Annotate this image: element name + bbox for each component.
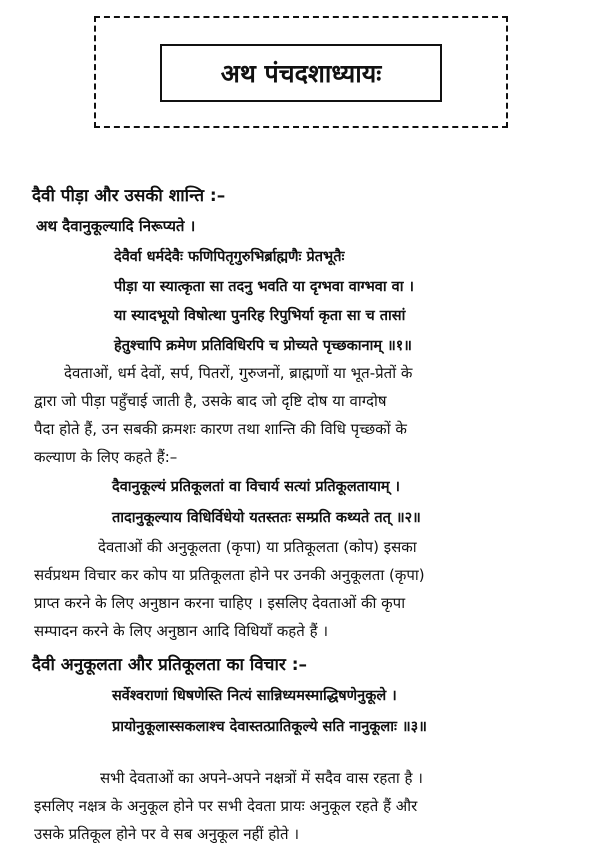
explanation-2-line-4: सम्पादन करने के लिए अनुष्ठान आदि विधियाँ कहते हैं ।	[34, 622, 328, 640]
explanation-1-line-1: देवताओं, धर्म देवों, सर्प, पितरों, गुरुजनों, ब्राह्मणों या भूत-प्रेतों के	[64, 364, 413, 382]
chapter-title: अथ पंचदशाध्यायः	[220, 59, 382, 88]
explanation-3-line-1: सभी देवताओं का अपने-अपने नक्षत्रों में सदैव वास रहता है ।	[100, 769, 423, 787]
verse-1-line-3: या स्यादभूयो विषोत्था पुनरिह रिपुभिर्या कृता सा च तासां	[114, 308, 406, 324]
intro-line: अथ दैवानुकूल्यादि निरूप्यते ।	[36, 217, 196, 235]
explanation-2-line-1: देवताओं की अनुकूलता (कृपा) या प्रतिकूलता (कोप) इसका	[98, 538, 417, 556]
explanation-3-line-3: उसके प्रतिकूल होने पर वे सब अनुकूल नहीं होते ।	[34, 825, 300, 843]
verse-3-line-1: सर्वेश्वराणां धिषणेस्ति नित्यं सान्निध्यमस्माद्धिषणेनुकूले ।	[112, 688, 397, 704]
explanation-1-line-2: द्वारा जो पीड़ा पहुँचाई जाती है, उसके बाद जो दृष्टि दोष या वाग्दोष	[34, 392, 387, 410]
explanation-3-line-2: इसलिए नक्षत्र के अनुकूल होने पर सभी देवता प्रायः अनुकूल रहते हैं और	[34, 797, 418, 815]
title-inner-frame	[160, 44, 442, 102]
explanation-1-line-3: पैदा होते हैं, उन सबकी क्रमशः कारण तथा शान्ति की विधि पृच्छकों के	[34, 420, 407, 438]
explanation-1-line-4: कल्याण के लिए कहते हैं:–	[34, 448, 178, 466]
explanation-2-line-2: सर्वप्रथम विचार कर कोप या प्रतिकूलता होने पर उनकी अनुकूलता (कृपा)	[34, 566, 425, 584]
verse-1-line-1: देवैर्वा धर्मदेवैः फणिपितृगुरुभिर्ब्राह्मणैः प्रेतभूतैः	[114, 249, 345, 265]
verse-3-line-2: प्रायोनुकूलास्सकलाश्च देवास्तत्प्रातिकूल्ये सति नानुकूलाः ॥३॥	[112, 719, 427, 735]
verse-1-line-2: पीड़ा या स्यात्कृता सा तदनु भवति या दृग्भवा वाग्भवा वा ।	[114, 279, 415, 295]
verse-1-line-4: हेतुश्चापि क्रमेण प्रतिविधिरपि च प्रोच्यते पृच्छकानाम् ॥१॥	[114, 338, 412, 354]
explanation-2-line-3: प्राप्त करने के लिए अनुष्ठान करना चाहिए । इसलिए देवताओं की कृपा	[34, 594, 406, 612]
section-heading-divine-affliction: दैवी पीड़ा और उसकी शान्ति :–	[32, 186, 226, 206]
verse-2-line-1: दैवानुकूल्यं प्रतिकूलतां वा विचार्य सत्यां प्रतिकूलतायाम् ।	[112, 479, 401, 495]
section-heading-favour-disfavour: दैवी अनुकूलता और प्रतिकूलता का विचार :–	[32, 655, 308, 675]
verse-2-line-2: तादानुकूल्याय विधिर्विधेयो यतस्ततः सम्प्रति कथ्यते तत् ॥२॥	[112, 510, 421, 526]
title-frame	[94, 16, 508, 128]
